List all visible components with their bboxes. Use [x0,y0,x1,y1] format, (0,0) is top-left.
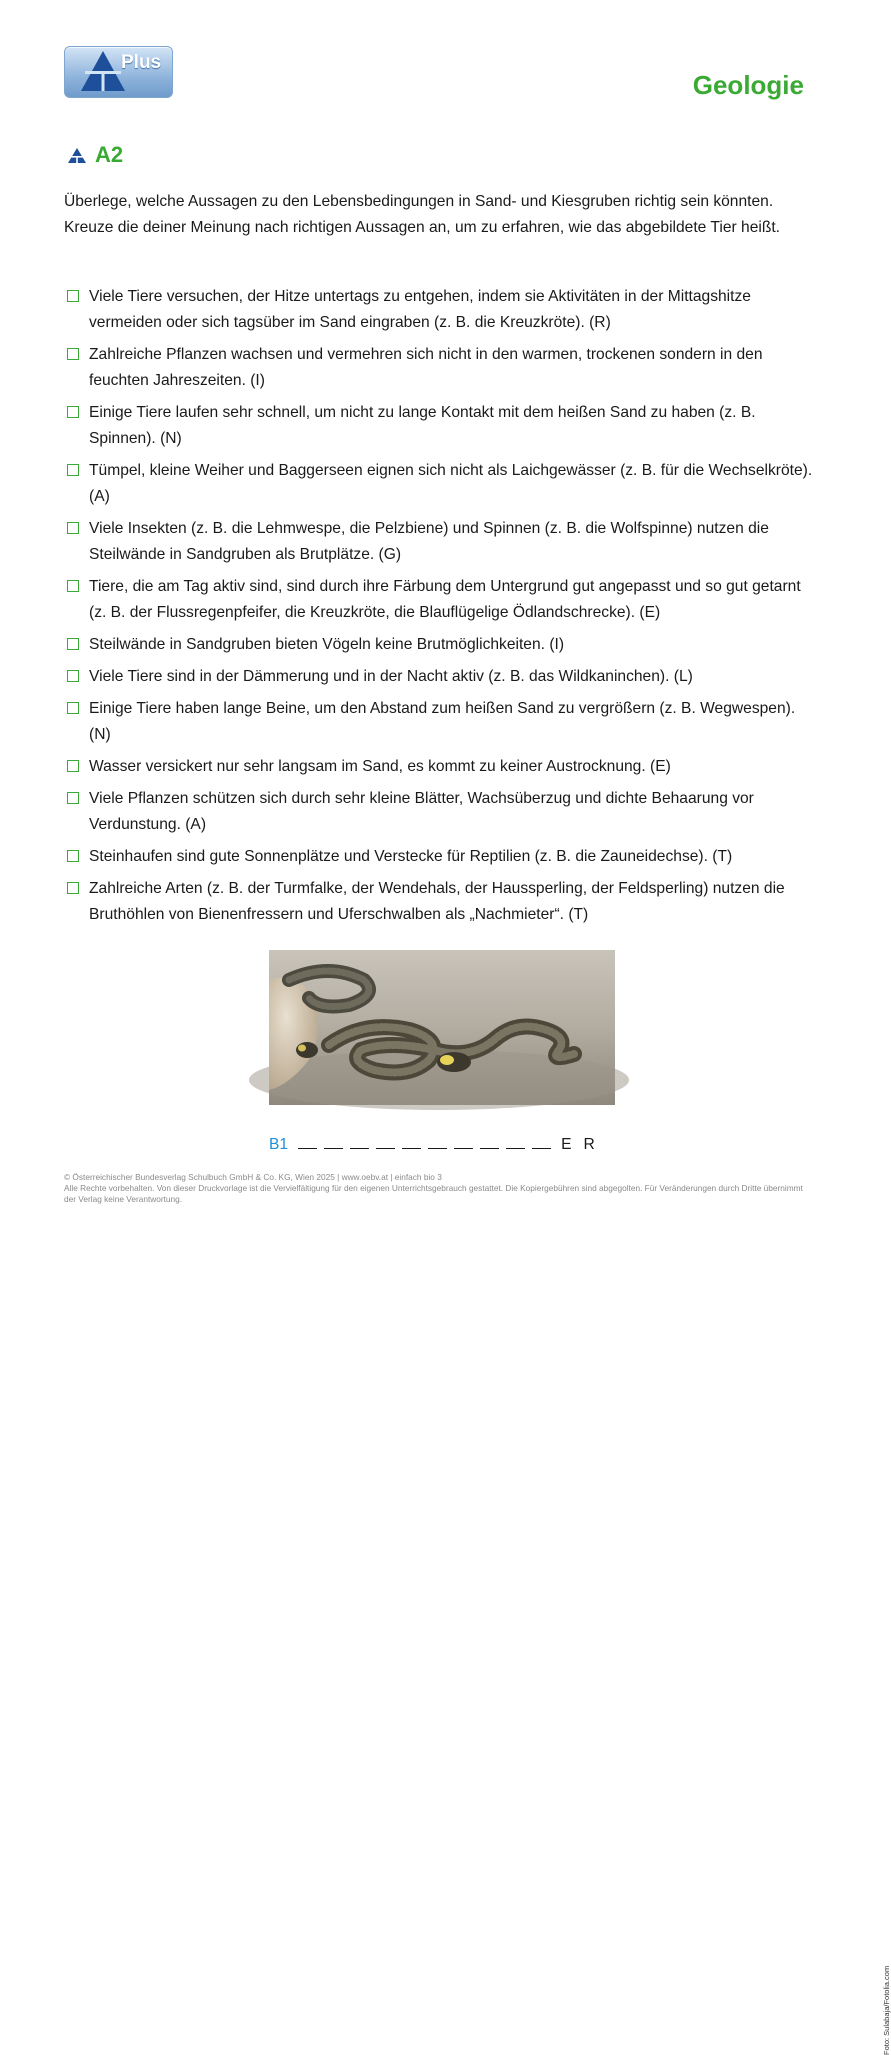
statement-item [64,876,814,928]
statement-checkbox[interactable] [67,522,79,534]
statement-item [64,632,814,658]
footer-copyright: © Österreichischer Bundesverlag Schulbuch GmbH & Co. KG, Wien 2025 | www.oebv.at | einfach bio 3 [64,1172,442,1182]
statement-checkbox[interactable] [67,850,79,862]
statement-text: Steinhaufen sind gute Sonnenplätze und Verstecke für Reptilien (z. B. die Zauneidechse). (T) [89,848,733,865]
page-topic: Geologie [692,70,804,100]
statement-item [64,516,814,568]
statement-checkbox[interactable] [67,638,79,650]
task-instructions: Überlege, welche Aussagen zu den Lebensbedingungen in Sand- und Kiesgruben richtig sein könnten. Kreuze die deiner Meinung nach richtigen Aussagen an, um zu erfahren, wie das abgebildete Tier heißt. [64,193,781,236]
photo-credit: Foto: Sulabaja/Fotolia.com [882,1965,891,2055]
statement-text: Viele Pflanzen schützen sich durch sehr kleine Blätter, Wachsüberzug und dichte Behaarung vor Verdunstung. (A) [89,790,754,833]
answer-blank[interactable] [480,1132,499,1149]
statement-text: Viele Insekten (z. B. die Lehmwespe, die Pelzbiene) und Spinnen (z. B. die Wolfspinne) nutzen die Steilwände in Sandgruben als Brutplätze. (G) [89,520,769,563]
statement-checkbox[interactable] [67,792,79,804]
statement-item [64,664,814,690]
statement-text: Tiere, die am Tag aktiv sind, sind durch ihre Färbung dem Untergrund gut angepasst und so gut getarnt (z. B. der Flussregenpfeifer, die Kreuzkröte, die Blauflügelige Ödlandschrecke). (E) [89,578,801,621]
answer-blank[interactable] [428,1132,447,1149]
answer-line [269,1132,604,1154]
answer-blank[interactable] [532,1132,551,1149]
statement-text: Einige Tiere haben lange Beine, um den Abstand zum heißen Sand zu vergrößern (z. B. Wegwespen). (N) [89,700,796,743]
logo-text: Plus [121,52,162,73]
statement-item [64,284,814,336]
statement-checkbox[interactable] [67,406,79,418]
answer-blank[interactable] [506,1132,525,1149]
statement-item [64,574,814,626]
statement-checkbox[interactable] [67,464,79,476]
answer-label: B1 [269,1136,289,1153]
statement-checkbox[interactable] [67,348,79,360]
footer-rights: Alle Rechte vorbehalten. Von dieser Druckvorlage ist die Vervielfältigung für den eigenen Unterrichtsgebrauch gestattet. Die Kopiergebühren sind abgegolten. Für Veränderungen durch Dritte übernimmt der Verlag keine Verantwortung. [64,1183,803,1205]
statement-checkbox[interactable] [67,882,79,894]
statement-item [64,696,814,748]
statement-text: Tümpel, kleine Weiher und Baggerseen eignen sich nicht als Laichgewässer (z. B. für die Wechselkröte). (A) [89,462,813,505]
statement-checkbox[interactable] [67,580,79,592]
plus-logo [64,46,173,98]
footer [64,1172,804,1206]
grass-snake-image [269,950,615,1105]
statement-item [64,400,814,452]
answer-letter: E [561,1136,572,1153]
statement-item [64,458,814,510]
statement-checkbox[interactable] [67,760,79,772]
answer-blank[interactable] [324,1132,343,1149]
statement-item [64,786,814,838]
task-label: A2 [95,142,124,167]
statement-text: Steilwände in Sandgruben bieten Vögeln keine Brutmöglichkeiten. (I) [89,636,565,653]
answer-blank[interactable] [454,1132,473,1149]
statement-checkbox[interactable] [67,702,79,714]
statement-list [64,284,814,934]
statement-text: Einige Tiere laufen sehr schnell, um nicht zu lange Kontakt mit dem heißen Sand zu haben (z. B. Spinnen). (N) [89,404,756,447]
answer-blank[interactable] [402,1132,421,1149]
statement-item [64,844,814,870]
statement-text: Wasser versickert nur sehr langsam im Sand, es kommt zu keiner Austrocknung. (E) [89,758,671,775]
pyramid-icon [68,148,86,163]
statement-item [64,342,814,394]
answer-blank[interactable] [298,1132,317,1149]
answer-blank[interactable] [350,1132,369,1149]
statement-text: Zahlreiche Arten (z. B. der Turmfalke, der Wendehals, der Haussperling, der Feldsperling) nutzen die Bruthöhlen von Bienenfressern und Uferschwalben als „Nachmieter“. (T) [89,880,785,923]
task-heading [68,142,123,168]
answer-letter: R [583,1136,595,1153]
statement-text: Zahlreiche Pflanzen wachsen und vermehren sich nicht in den warmen, trockenen sondern in den feuchten Jahreszeiten. (I) [89,346,763,389]
statement-item [64,754,814,780]
statement-text: Viele Tiere versuchen, der Hitze untertags zu entgehen, indem sie Aktivitäten in der Mittagshitze vermeiden oder sich tagsüber im Sand eingraben (z. B. die Kreuzkröte). (R) [89,288,751,331]
statement-text: Viele Tiere sind in der Dämmerung und in der Nacht aktiv (z. B. das Wildkaninchen). (L) [89,668,693,685]
statement-checkbox[interactable] [67,670,79,682]
statement-checkbox[interactable] [67,290,79,302]
answer-blank[interactable] [376,1132,395,1149]
